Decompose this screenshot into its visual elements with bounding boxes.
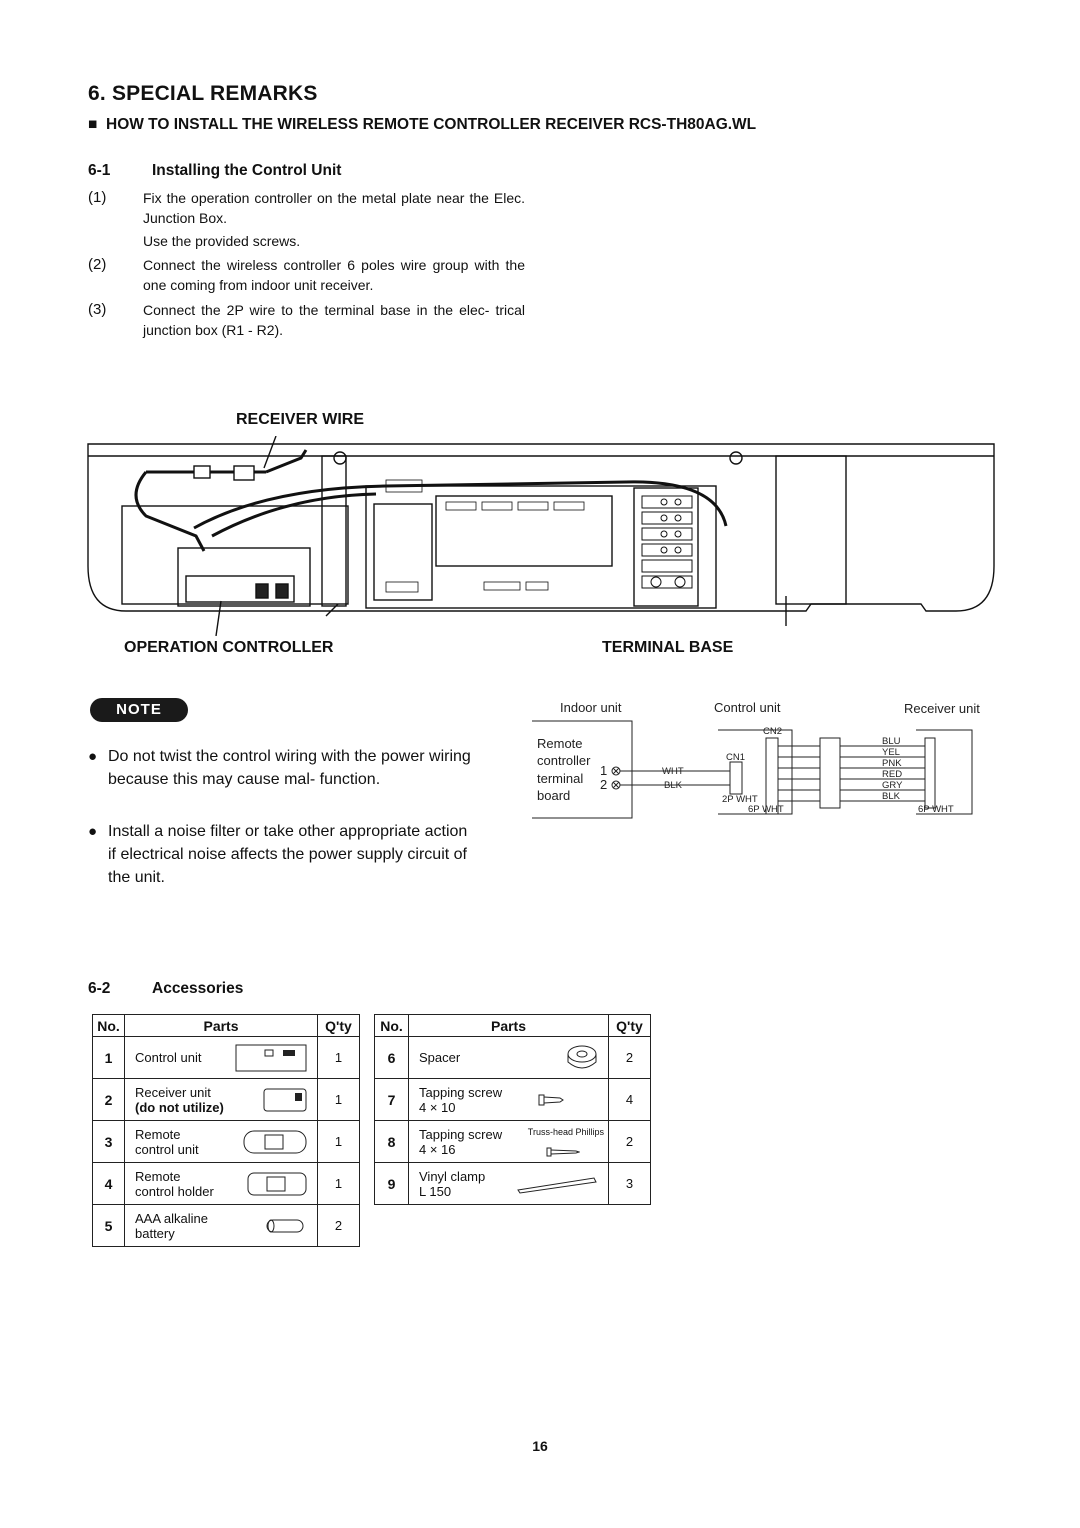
battery-icon [263, 1218, 307, 1234]
wire-color: BLK [882, 791, 900, 802]
board-line: board [537, 788, 571, 803]
item-size: 4 × 10 [419, 1099, 456, 1115]
receiver-unit-title: Receiver unit [904, 701, 980, 716]
indoor-unit-title: Indoor unit [560, 700, 622, 715]
cn2-label: CN2 [763, 726, 783, 737]
cn1-label: CN1 [726, 752, 746, 763]
page-number: 16 [532, 1438, 548, 1454]
accessories-table-right [374, 1014, 651, 1205]
item-qty: 2 [609, 1037, 651, 1079]
subheading [88, 116, 756, 134]
table-row [375, 1037, 651, 1079]
table-row [93, 1121, 360, 1163]
table-row [93, 1205, 360, 1247]
item-number: 4 [93, 1163, 125, 1205]
item-number: 5 [93, 1205, 125, 1247]
item-name-line2: control holder [135, 1183, 214, 1199]
col-header-no: No. [93, 1015, 125, 1037]
wire-color: BLU [882, 736, 901, 747]
item-number: 2 [93, 1079, 125, 1121]
holder-icon [247, 1170, 307, 1198]
col-header-qty: Q'ty [609, 1015, 651, 1037]
terminal-base-label: TERMINAL BASE [602, 639, 734, 656]
item-name: Receiver unit [135, 1084, 211, 1100]
section-title: Accessories [152, 980, 244, 997]
item-part [125, 1037, 318, 1079]
wire-color: PNK [882, 758, 902, 769]
item-part [409, 1079, 609, 1121]
board-line: Remote [537, 736, 583, 751]
item-part [125, 1205, 318, 1247]
item-part [125, 1163, 318, 1205]
receiver-wire-label: RECEIVER WIRE [236, 411, 365, 428]
wire-color: WHT [662, 766, 684, 777]
item-qty: 1 [318, 1079, 360, 1121]
table-row [375, 1163, 651, 1205]
operation-controller-label: OPERATION CONTROLLER [124, 639, 334, 656]
board-line: terminal [537, 771, 584, 786]
spacer-icon [566, 1044, 598, 1072]
item-part [125, 1079, 318, 1121]
board-line: controller [537, 753, 591, 768]
terminal-1: 1 [600, 763, 608, 778]
item-number: 6 [375, 1037, 409, 1079]
table-row [93, 1079, 360, 1121]
step-number: (3) [88, 301, 107, 318]
wire-color: YEL [882, 747, 900, 758]
screw-icon [538, 1093, 564, 1107]
page-title: 6. SPECIAL REMARKS [88, 82, 318, 105]
item-qty: 1 [318, 1163, 360, 1205]
item-size: L 150 [419, 1183, 452, 1199]
item-number: 9 [375, 1163, 409, 1205]
connector-label: 6P WHT [748, 804, 784, 815]
item-size: 4 × 16 [419, 1141, 456, 1157]
bullet-dot-icon: ● [88, 823, 98, 840]
section-number: 6-1 [88, 162, 111, 179]
item-part [125, 1121, 318, 1163]
accessories-table-left [92, 1014, 360, 1247]
step-text: Connect the 2P wire to the terminal base in the elec- trical junction box (R1 - R2). [143, 302, 525, 338]
item-name-line2: control unit [135, 1141, 199, 1157]
item-name: Tapping screw [419, 1126, 503, 1142]
wire-color: RED [882, 769, 903, 780]
control-unit-icon [235, 1044, 307, 1072]
item-name: Remote [135, 1126, 181, 1142]
item-qty: 4 [609, 1079, 651, 1121]
item-qty: 2 [318, 1205, 360, 1247]
item-number: 8 [375, 1121, 409, 1163]
clamp-icon [516, 1174, 598, 1194]
item-qty: 1 [318, 1037, 360, 1079]
item-part [409, 1163, 609, 1205]
table-row [93, 1163, 360, 1205]
step-extra: Use the provided screws. [143, 233, 301, 249]
table-row [93, 1037, 360, 1079]
col-header-qty: Q'ty [318, 1015, 360, 1037]
remote-control-icon [243, 1128, 307, 1156]
wire-color: GRY [882, 780, 903, 791]
indoor-unit-illustration [86, 436, 998, 636]
note-text: Install a noise filter or take other appropriate action if electrical noise affects the power supply circuit of the unit. [108, 823, 468, 886]
item-qty: 2 [609, 1121, 651, 1163]
square-bullet-icon: ■ [88, 116, 98, 133]
item-number: 3 [93, 1121, 125, 1163]
item-part [409, 1037, 609, 1079]
item-name: AAA alkaline [135, 1210, 208, 1226]
connector-label: 6P WHT [918, 804, 954, 815]
note-badge: NOTE [90, 698, 188, 722]
item-name: Tapping screw [419, 1084, 503, 1100]
item-note: (do not utilize) [135, 1099, 224, 1115]
col-header-parts: Parts [125, 1015, 318, 1037]
section-title: Installing the Control Unit [152, 162, 342, 179]
item-number: 1 [93, 1037, 125, 1079]
connector-label: 2P WHT [722, 794, 758, 805]
col-header-parts: Parts [409, 1015, 609, 1037]
note-text: Do not twist the control wiring with the power wiring because this may cause mal- function. [108, 748, 471, 788]
step-number: (2) [88, 256, 107, 273]
step-number: (1) [88, 189, 107, 206]
item-name: Control unit [135, 1050, 202, 1065]
table-row [375, 1121, 651, 1163]
col-header-no: No. [375, 1015, 409, 1037]
item-name: Spacer [419, 1050, 461, 1065]
section-number: 6-2 [88, 980, 111, 997]
step-text: Connect the wireless controller 6 poles wire group with the one coming from indoor unit receiver. [143, 257, 525, 293]
wiring-diagram [530, 696, 1000, 826]
item-part [409, 1121, 609, 1163]
step-text: Fix the operation controller on the metal plate near the Elec. Junction Box. [143, 190, 525, 226]
terminal-2: 2 [600, 777, 608, 792]
wire-color: BLK [664, 780, 682, 791]
item-name: Remote [135, 1168, 181, 1184]
item-name: Vinyl clamp [419, 1168, 486, 1184]
table-row [375, 1079, 651, 1121]
item-number: 7 [375, 1079, 409, 1121]
bullet-dot-icon: ● [88, 748, 98, 765]
receiver-unit-icon [263, 1088, 307, 1112]
item-qty: 3 [609, 1163, 651, 1205]
item-note: Truss-head Phillips [527, 1127, 604, 1137]
control-unit-title: Control unit [714, 700, 781, 715]
item-qty: 1 [318, 1121, 360, 1163]
subheading-text: HOW TO INSTALL THE WIRELESS REMOTE CONTROLLER RECEIVER RCS-TH80AG.WL [106, 116, 757, 133]
long-screw-icon [546, 1147, 580, 1157]
item-name-line2: battery [135, 1225, 175, 1241]
